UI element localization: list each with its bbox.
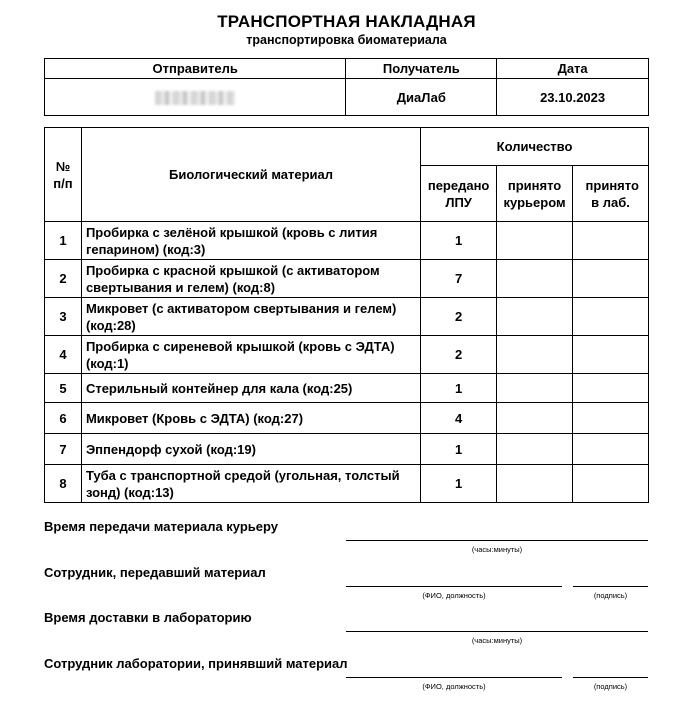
row-material: Микровет (с активатором свертывания и гелем) (код:28)	[81, 298, 420, 336]
header-table	[44, 58, 649, 116]
row-qty-transferred: 4	[421, 403, 497, 434]
row-qty-courier	[497, 434, 573, 465]
col-lab-header: принято в лаб.	[573, 166, 649, 222]
row-qty-lab	[573, 298, 649, 336]
row-num: 5	[45, 374, 82, 403]
row-qty-transferred: 7	[421, 260, 497, 298]
lab-employee-label: Сотрудник лаборатории, принявший материал	[44, 656, 348, 671]
row-material: Стерильный контейнер для кала (код:25)	[81, 374, 420, 403]
redacted-sender-name	[155, 91, 235, 105]
sender-employee-name-caption: (ФИО, должность)	[422, 591, 486, 600]
row-qty-transferred: 2	[421, 298, 497, 336]
receiver-value: ДиаЛаб	[346, 79, 497, 116]
row-num: 3	[45, 298, 82, 336]
row-num: 1	[45, 222, 82, 260]
row-material: Туба с транспортной средой (угольная, толстый зонд) (код:13)	[81, 465, 420, 503]
date-label: Дата	[497, 59, 649, 79]
row-qty-lab	[573, 465, 649, 503]
delivery-time-label: Время доставки в лабораторию	[44, 610, 252, 625]
courier-time-caption: (часы:минуты)	[471, 545, 523, 554]
delivery-time-line[interactable]	[346, 631, 648, 632]
row-qty-lab	[573, 434, 649, 465]
row-qty-lab	[573, 403, 649, 434]
row-qty-transferred: 1	[421, 222, 497, 260]
col-transferred-header: передано ЛПУ	[421, 166, 497, 222]
table-row	[45, 298, 649, 336]
row-num: 7	[45, 434, 82, 465]
document-title: ТРАНСПОРТНАЯ НАКЛАДНАЯ	[217, 12, 476, 31]
row-qty-courier	[497, 222, 573, 260]
col-material-header: Биологический материал	[81, 128, 420, 222]
row-material: Микровет (Кровь с ЭДТА) (код:27)	[81, 403, 420, 434]
row-num: 6	[45, 403, 82, 434]
sender-employee-signature-line[interactable]	[573, 586, 648, 587]
col-courier-header: принято курьером	[497, 166, 573, 222]
row-qty-lab	[573, 222, 649, 260]
table-row	[45, 374, 649, 403]
row-material: Пробирка с зелёной крышкой (кровь с лития гепарином) (код:3)	[81, 222, 420, 260]
col-num-header: № п/п	[45, 128, 82, 222]
row-qty-courier	[497, 336, 573, 374]
courier-time-label: Время передачи материала курьеру	[44, 519, 279, 534]
row-qty-transferred: 2	[421, 336, 497, 374]
lab-employee-name-caption: (ФИО, должность)	[422, 682, 486, 691]
lab-employee-signature-caption: (подпись)	[593, 682, 628, 691]
document-subtitle: транспортировка биоматериала	[246, 33, 447, 47]
row-num: 8	[45, 465, 82, 503]
table-row	[45, 434, 649, 465]
row-material: Эппендорф сухой (код:19)	[81, 434, 420, 465]
delivery-time-caption: (часы:минуты)	[471, 636, 523, 645]
table-row	[45, 336, 649, 374]
receiver-label: Получатель	[346, 59, 497, 79]
col-quantity-header: Количество	[421, 128, 649, 166]
sender-label: Отправитель	[45, 59, 346, 79]
row-qty-transferred: 1	[421, 465, 497, 503]
row-qty-courier	[497, 298, 573, 336]
materials-table	[44, 127, 649, 503]
row-qty-lab	[573, 336, 649, 374]
lab-employee-name-line[interactable]	[346, 677, 562, 678]
row-material: Пробирка с красной крышкой (с активатором свертывания и гелем) (код:8)	[81, 260, 420, 298]
row-qty-courier	[497, 260, 573, 298]
row-qty-lab	[573, 260, 649, 298]
sender-employee-name-line[interactable]	[346, 586, 562, 587]
row-qty-courier	[497, 403, 573, 434]
row-material: Пробирка с сиреневой крышкой (кровь с ЭДТА) (код:1)	[81, 336, 420, 374]
date-value: 23.10.2023	[497, 79, 649, 116]
row-num: 2	[45, 260, 82, 298]
sender-employee-label: Сотрудник, передавший материал	[44, 565, 266, 580]
table-row	[45, 465, 649, 503]
table-row	[45, 222, 649, 260]
row-num: 4	[45, 336, 82, 374]
row-qty-courier	[497, 465, 573, 503]
row-qty-transferred: 1	[421, 374, 497, 403]
table-row	[45, 260, 649, 298]
row-qty-transferred: 1	[421, 434, 497, 465]
table-row	[45, 403, 649, 434]
lab-employee-signature-line[interactable]	[573, 677, 648, 678]
row-qty-courier	[497, 374, 573, 403]
sender-employee-signature-caption: (подпись)	[593, 591, 628, 600]
sender-value	[45, 79, 346, 116]
courier-time-line[interactable]	[346, 540, 648, 541]
row-qty-lab	[573, 374, 649, 403]
